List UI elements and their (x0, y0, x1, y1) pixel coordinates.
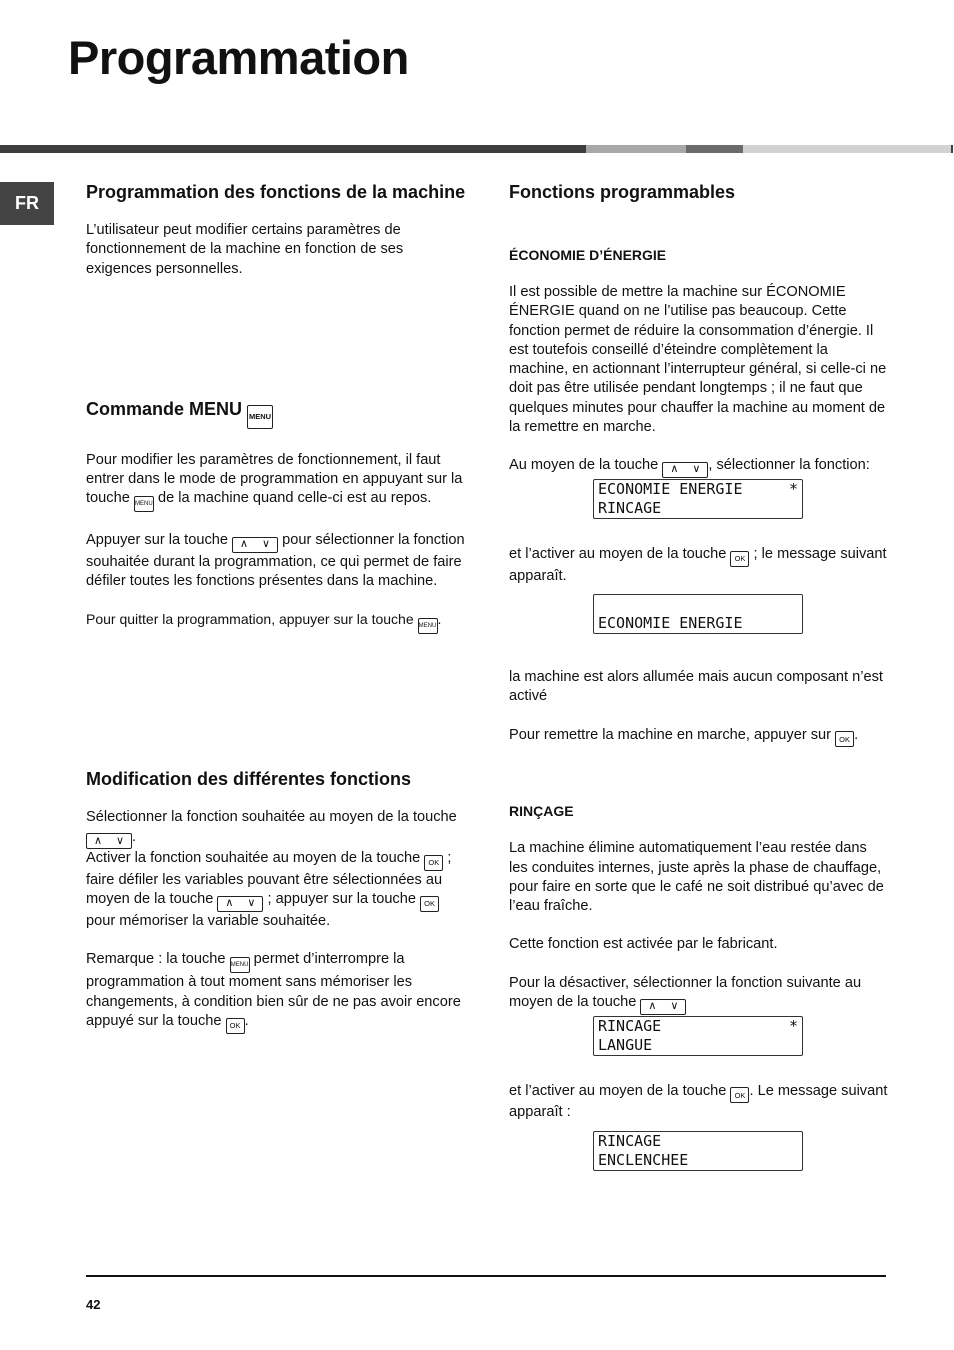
lcd-line: ECONOMIE ENERGIE (598, 613, 743, 632)
paragraph-rinse-default: Cette fonction est activée par le fabricant. (509, 936, 778, 953)
lcd-line: ENCLENCHEE (598, 1150, 689, 1169)
page-number: 42 (86, 1297, 101, 1312)
paragraph-eco-activate (509, 545, 889, 586)
footer-rule (86, 1275, 886, 1277)
menu-key-icon: MENU (418, 618, 438, 634)
text: et l’activer au moyen de la touche (509, 545, 727, 562)
text: permet d’interrompre la programmation à tout moment sans mémoriser les changements, à condition bien sûr de ne pas avoir encore appuyé sur la touche (86, 951, 461, 1029)
text: . Le message suivant apparaît : (509, 1082, 888, 1121)
down-arrow-icon: ∨ (115, 834, 125, 847)
lcd-display-rinse-enabled (593, 1131, 803, 1171)
paragraph-rinse-disable (509, 974, 889, 1015)
ok-key-icon: OK (424, 855, 443, 871)
lcd-display-eco-active (593, 594, 803, 634)
paragraph-rinse-activate (509, 1082, 889, 1123)
lcd-star-icon: * (788, 479, 798, 498)
text: Pour la désactiver, sélectionner la fonction suivante au moyen de la touche (509, 974, 862, 1011)
text: Remarque : la touche (86, 951, 226, 968)
section-heading-modification: Modification des différentes fonctions (86, 769, 412, 790)
text: de la machine quand celle-ci est au repos. (157, 490, 432, 507)
text: Pour remettre la machine en marche, appuyer sur (509, 726, 832, 743)
ok-key-icon: OK (420, 896, 439, 912)
lcd-line: RINCAGE (598, 1131, 662, 1150)
paragraph-remark (86, 950, 471, 1033)
ok-key-icon: OK (226, 1018, 245, 1034)
header-bar-dark (0, 145, 586, 153)
text: Au moyen de la touche (509, 457, 659, 474)
up-arrow-icon: ∧ (648, 1000, 657, 1013)
lcd-display-eco-select (593, 479, 803, 519)
text: . (244, 1012, 249, 1029)
section-heading-menu (86, 399, 471, 429)
up-down-key-icon (232, 537, 278, 553)
up-arrow-icon: ∧ (93, 834, 103, 847)
lcd-star-icon: * (788, 1016, 798, 1035)
ok-key-icon: OK (835, 731, 854, 747)
text: . (854, 726, 859, 743)
header-bar-mid2 (686, 145, 743, 153)
text: ; le message suivant apparaît. (509, 545, 887, 584)
language-tab: FR (0, 182, 54, 225)
right-column (509, 180, 889, 1171)
text: Pour quitter la programmation, appuyer sur la touche (86, 611, 414, 628)
text: ; appuyer sur la touche (267, 891, 416, 908)
paragraph-rinse-intro: La machine élimine automatiquement l’eau restée dans les conduites internes, juste après la phase de chauffage, pour faire en sorte que le café ne soit distribué qu’avec de l’eau fraîche. (509, 840, 884, 915)
lcd-line: RINCAGE (598, 1016, 662, 1035)
down-arrow-icon: ∨ (670, 1000, 679, 1013)
menu-heading-label: Commande MENU (86, 398, 243, 419)
up-arrow-icon: ∧ (225, 897, 234, 910)
text: ; faire défiler les variables pouvant être sélectionnées au moyen de la touche (86, 850, 452, 908)
paragraph-modification (86, 808, 471, 931)
paragraph-intro: L’utilisateur peut modifier certains paramètres de fonctionnement de la machine en fonction de ses exigences personnelles. (86, 222, 404, 277)
lcd-line: RINCAGE (598, 498, 662, 517)
lcd-display-rinse-select (593, 1016, 803, 1056)
page-title: Programmation (68, 31, 409, 84)
text: pour sélectionner la fonction souhaitée durant la programmation, ce qui permet de faire défiler toutes les fonctions présentes dans la machine. (86, 532, 465, 590)
section-heading-programming: Programmation des fonctions de la machine (86, 182, 466, 202)
subheading-eco: ÉCONOMIE D’ÉNERGIE (509, 247, 667, 263)
subheading-rinse: RINÇAGE (509, 803, 574, 820)
paragraph-menu-quit (86, 610, 471, 634)
paragraph-menu-enter (86, 451, 471, 513)
down-arrow-icon: ∨ (262, 538, 271, 551)
ok-key-icon: OK (730, 1087, 749, 1103)
text: . (437, 611, 442, 628)
text: . (132, 828, 137, 845)
lcd-line: ECONOMIE ENERGIE (598, 479, 743, 498)
text: Activer la fonction souhaitée au moyen de la touche (86, 850, 421, 867)
left-column (86, 180, 471, 1034)
text: Sélectionner la fonction souhaitée au moyen de la touche (86, 809, 457, 826)
paragraph-eco-resume (509, 726, 889, 748)
up-arrow-icon: ∧ (240, 538, 249, 551)
paragraph-eco-select (509, 456, 889, 478)
lcd-line: LANGUE (598, 1035, 653, 1054)
section-heading-functions: Fonctions programmables (509, 182, 736, 202)
up-down-key-icon (640, 999, 686, 1015)
paragraph-menu-select (86, 531, 471, 591)
text: Pour modifier les paramètres de fonctionnement, il faut entrer dans le mode de programmation en appuyant sur la touche (86, 451, 463, 507)
ok-key-icon: OK (730, 551, 749, 567)
text: , sélectionner la fonction: (708, 457, 870, 474)
text: Appuyer sur la touche (86, 532, 228, 549)
header-bar-end (951, 145, 953, 153)
menu-key-icon: MENU (134, 496, 154, 512)
header-bar-light (743, 145, 951, 153)
text: et l’activer au moyen de la touche (509, 1082, 727, 1099)
lcd-line (598, 595, 798, 614)
paragraph-eco-intro: Il est possible de mettre la machine sur ÉCONOMIE ÉNERGIE quand on ne l’utilise pas beaucoup. Cette fonction permet de réduire la consommation d’énergie. Il est toutefois conseillé d’éteindre complètement la machine, en actionnant l’interrupteur général, si celle-ci ne doit pas être utilisée pendant longtemps ; il ne faut que quelques minutes pour chauffer la machine au moment de la remettre en marche. (509, 284, 887, 436)
menu-key-icon: MENU (247, 405, 273, 429)
up-down-key-icon (217, 896, 263, 912)
header-bar-mid (586, 145, 686, 153)
up-down-key-icon (662, 462, 708, 478)
down-arrow-icon: ∨ (247, 897, 256, 910)
up-down-key-icon (86, 833, 132, 849)
text: pour mémoriser la variable souhaitée. (86, 912, 331, 929)
menu-key-icon: MENU (230, 957, 250, 973)
up-arrow-icon: ∧ (670, 463, 679, 476)
paragraph-eco-state: la machine est alors allumée mais aucun composant n’est activé (509, 668, 883, 705)
down-arrow-icon: ∨ (692, 463, 701, 476)
